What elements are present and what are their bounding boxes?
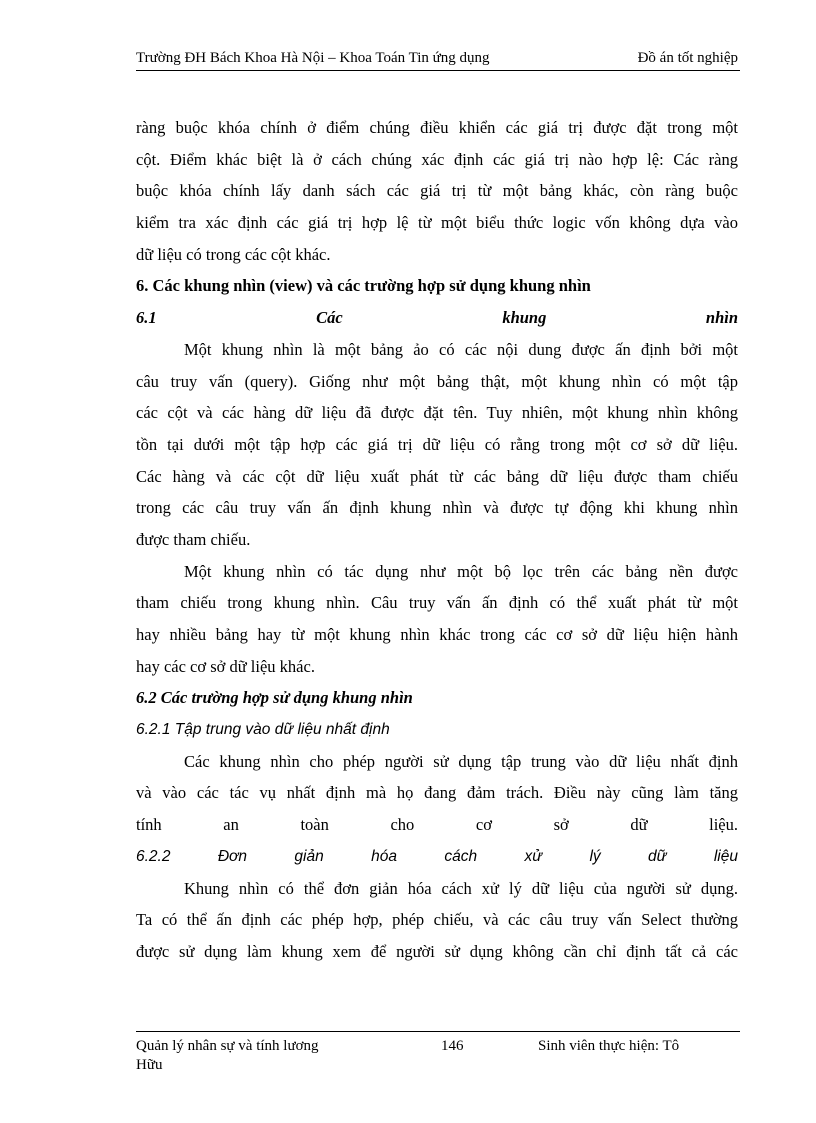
body-line: Các hàng và các cột dữ liệu xuất phát từ các bảng dữ liệu được tham chiếu (136, 466, 738, 486)
header-school: Trường ĐH Bách Khoa Hà Nội – Khoa Toán Tin ứng dụng (136, 50, 490, 66)
footer-student-cont: Hữu (136, 1057, 163, 1073)
body-line: trong các câu truy vấn ấn định khung nhìn và được tự động khi khung nhìn (136, 498, 738, 518)
body-line: các cột và các hàng dữ liệu đã được đặt tên. Tuy nhiên, một khung nhìn không (136, 403, 738, 423)
body-line: cột. Điểm khác biệt là ở cách chúng xác định các giá trị nào hợp lệ: Các ràng (136, 149, 738, 169)
body-line: câu truy vấn (query). Giống như một bảng thật, một khung nhìn có một tập (136, 371, 738, 391)
heading-word: 6.1 (136, 308, 157, 328)
heading-section-6-2-1: 6.2.1 Tập trung vào dữ liệu nhất định (136, 721, 390, 739)
heading-word: Các (316, 308, 343, 328)
body-line: kiểm tra xác định các giá trị hợp lệ từ một biểu thức logic vốn không dựa vào (136, 213, 738, 233)
page-body (136, 112, 738, 968)
body-line: được sử dụng làm khung xem để người sử dụng không cần chỉ định tất cả các (136, 941, 738, 961)
heading-word: nhìn (705, 308, 739, 328)
footer-student: Sinh viên thực hiện: Tô (538, 1038, 680, 1054)
body-line: tính an toàn cho cơ sở dữ liệu. (136, 815, 738, 835)
body-line: hay các cơ sở dữ liệu khác. (136, 656, 315, 676)
body-line: dữ liệu có trong các cột khác. (136, 244, 331, 264)
body-line: Các khung nhìn cho phép người sử dụng tập trung vào dữ liệu nhất định (184, 751, 738, 771)
heading-section-6-1 (136, 302, 738, 334)
header-doc-type: Đồ án tốt nghiệp (637, 50, 738, 66)
body-line: buộc khóa chính lấy danh sách các giá trị từ một bảng khác, còn ràng buộc (136, 181, 738, 201)
page-footer (136, 1031, 740, 1073)
body-line: Khung nhìn có thể đơn giản hóa cách xử lý dữ liệu của người sử dụng. (184, 878, 738, 898)
heading-section-6-2-2: 6.2.2 Đơn giản hóa cách xử lý dữ liệu (136, 847, 738, 865)
body-line: tồn tại dưới một tập hợp các giá trị dữ liệu có rằng trong một cơ sở dữ liệu. (136, 434, 738, 454)
body-line: và vào các tác vụ nhất định mà họ đang đảm trách. Điều này cũng làm tăng (136, 783, 738, 803)
page-header (136, 48, 740, 71)
heading-word: khung (502, 308, 547, 328)
body-line: Một khung nhìn có tác dụng như một bộ lọc trên các bảng nền được (184, 561, 738, 581)
heading-section-6: 6. Các khung nhìn (view) và các trường hợp sử dụng khung nhìn (136, 276, 591, 296)
body-line: được tham chiếu. (136, 529, 251, 549)
page-number: 146 (441, 1038, 464, 1054)
heading-section-6-2: 6.2 Các trường hợp sử dụng khung nhìn (136, 688, 413, 708)
body-line: Một khung nhìn là một bảng ảo có các nội dung được ấn định bởi một (184, 339, 738, 359)
body-line: ràng buộc khóa chính ở điểm chúng điều khiển các giá trị được đặt trong một (136, 118, 738, 137)
footer-project-title: Quản lý nhân sự và tính lương (136, 1038, 319, 1054)
body-line: hay nhiều bảng hay từ một khung nhìn khác trong các cơ sở dữ liệu hiện hành (136, 625, 738, 644)
body-line: Ta có thể ấn định các phép hợp, phép chiếu, và các câu truy vấn Select thường (136, 910, 738, 930)
body-line: tham chiếu trong khung nhìn. Câu truy vấn ấn định có thể xuất phát từ một (136, 593, 738, 613)
